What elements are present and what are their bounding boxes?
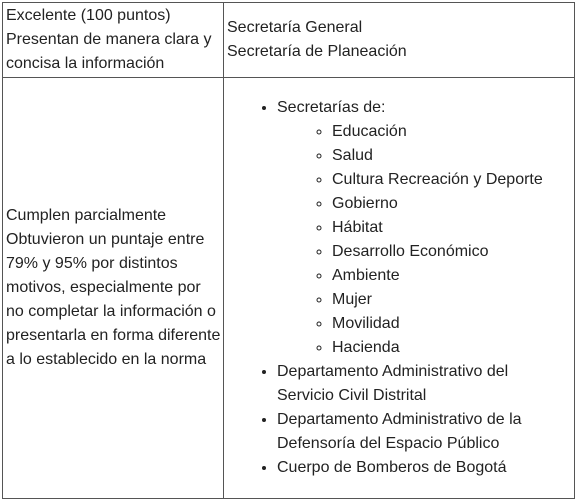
entities-cell xyxy=(224,78,575,499)
entity-name: Secretaría de Planeación xyxy=(227,43,407,60)
evaluation-table xyxy=(2,2,575,499)
entity-name-line: Servicio Civil Distrital xyxy=(277,387,427,404)
list-item: • Cuerpo de Bomberos de Bogotá xyxy=(277,456,571,480)
category-description: Obtuvieron un puntaje entre xyxy=(6,231,205,248)
entity-name-line: • Departamento Administrativo del xyxy=(277,363,509,380)
entities-cell xyxy=(224,3,575,78)
list-item xyxy=(277,360,571,408)
category-cell xyxy=(3,3,224,78)
list-item: ◦ Mujer xyxy=(332,288,571,312)
category-title: Cumplen parcialmente xyxy=(6,207,167,224)
table-row xyxy=(3,3,575,78)
category-title: Excelente (100 puntos) xyxy=(6,7,171,24)
secretarias-label: Secretarías de: xyxy=(277,99,386,116)
secretarias-sublist xyxy=(277,120,571,360)
list-item: ◦ Hacienda xyxy=(332,336,571,360)
category-description: motivos, especialmente por xyxy=(6,279,201,296)
entity-name-line: Defensoría del Espacio Público xyxy=(277,435,500,452)
list-item: ◦ Hábitat xyxy=(332,216,571,240)
category-description: Presentan de manera clara y xyxy=(6,31,212,48)
list-item xyxy=(277,96,571,360)
entity-name: Secretaría General xyxy=(227,19,363,36)
list-item: ◦ Gobierno xyxy=(332,192,571,216)
category-description: concisa la información xyxy=(6,55,165,72)
list-item: ◦ Educación xyxy=(332,120,571,144)
entities-list xyxy=(227,96,571,480)
list-item: ◦ Movilidad xyxy=(332,312,571,336)
table-row xyxy=(3,78,575,499)
list-item: ◦ Desarrollo Económico xyxy=(332,240,571,264)
category-description: 79% y 95% por distintos xyxy=(6,255,178,272)
list-item xyxy=(277,408,571,456)
list-item: ◦ Cultura Recreación y Deporte xyxy=(332,168,571,192)
category-description: a lo establecido en la norma xyxy=(6,351,207,368)
entity-name-line: • Departamento Administrativo de la xyxy=(277,411,522,428)
list-item: ◦ Ambiente xyxy=(332,264,571,288)
category-description: no completar la información o xyxy=(6,303,216,320)
list-item: ◦ Salud xyxy=(332,144,571,168)
category-cell xyxy=(3,78,224,499)
category-description: presentarla en forma diferente xyxy=(6,327,221,344)
